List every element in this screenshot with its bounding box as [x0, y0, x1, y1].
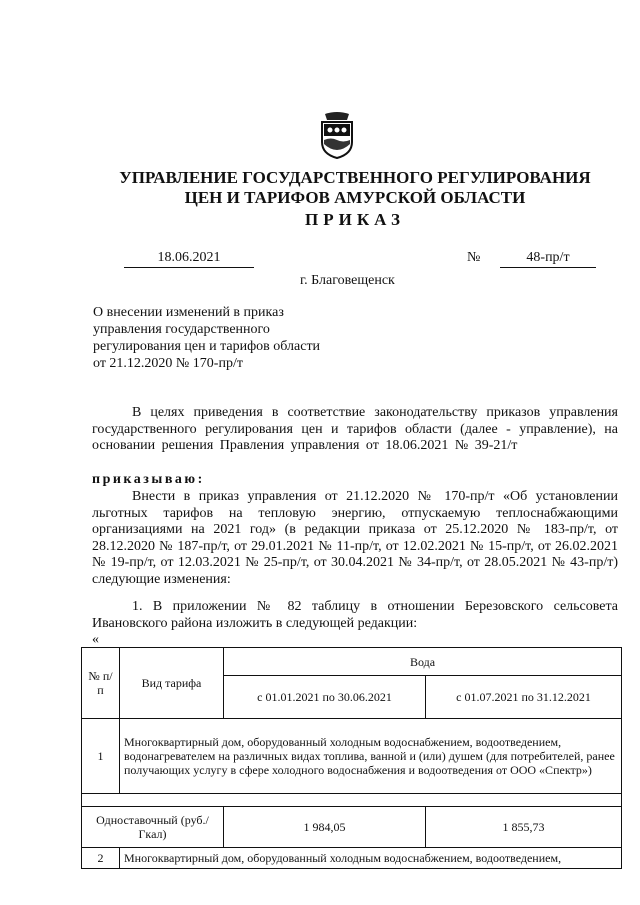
opening-quote: « [92, 632, 99, 647]
tariff-table [81, 647, 622, 869]
subject-line4: от 21.12.2020 № 170-пр/т [93, 356, 243, 371]
header-period-2: с 01.07.2021 по 31.12.2021 [426, 676, 622, 719]
header-period-1: с 01.01.2021 по 30.06.2021 [224, 676, 426, 719]
table-row [82, 719, 622, 794]
row-1-description: Многоквартирный дом, оборудованный холодным водоснабжением, водоотведением, водонагревателем на различных видах топлива, ванной и (или) душем (для потребителей, ранее получающих услугу в сфере холодного водоснабжения и водоотведения от ООО «Спектр») [120, 719, 622, 794]
order-word: приказываю: [92, 472, 205, 487]
order-date: 18.06.2021 [124, 250, 254, 268]
subject-line1: О внесении изменений в приказ [93, 305, 284, 320]
agency-name-line2: ЦЕН И ТАРИФОВ АМУРСКОЙ ОБЛАСТИ [184, 188, 526, 207]
header-num: № п/п [82, 648, 120, 719]
tariff-value-period-1: 1 984,05 [224, 807, 426, 848]
city-name: г. Благовещенск [300, 273, 395, 288]
preamble-paragraph: В целях приведения в соответствие законодательству приказов управления государственного регулирования цен и тарифов области (далее - управление), на основании решения Правления управления от 18.06.2021 № 39-21/т [92, 405, 618, 453]
row-1-num: 1 [82, 719, 120, 794]
order-subject [93, 304, 353, 372]
row-2-description: Многоквартирный дом, оборудованный холодным водоснабжением, водоотведением, [120, 848, 622, 869]
item-1-paragraph: 1. В приложении № 82 таблицу в отношении Березовского сельсовета Ивановского района изложить в следующей редакции: [92, 599, 618, 631]
number-label: № [467, 250, 481, 265]
header-water: Вода [224, 648, 622, 676]
document-type-title: ПРИКАЗ [305, 210, 405, 229]
tariff-value-period-2: 1 855,73 [426, 807, 622, 848]
subject-line2: управления государственного [93, 322, 270, 337]
amur-coat-of-arms-emblem [317, 110, 357, 160]
order-number: 48-пр/т [500, 250, 596, 268]
row-2-num: 2 [82, 848, 120, 869]
agency-name-line1: УПРАВЛЕНИЕ ГОСУДАРСТВЕННОГО РЕГУЛИРОВАНИЯ [119, 168, 591, 187]
header-tariff-type: Вид тарифа [120, 648, 224, 719]
amendment-paragraph: Внести в приказ управления от 21.12.2020 № 170-пр/т «Об установлении льготных тарифов на тепловую энергию, отпускаемую теплоснабжающими организациями на 2021 год» (в редакции приказа от 25.12.2020 № 183-пр/т, от 28.12.2020 № 187-пр/т, от 29.01.2021 № 11-пр/т, от 12.02.2021 № 15-пр/т, от 26.02.2021 № 19-пр/т, от 12.03.2021 № 25-пр/т, от 30.04.2021 № 34-пр/т, от 28.05.2021 № 43-пр/т) следующие изменения: [92, 489, 618, 587]
table-row [82, 807, 622, 848]
table-header-row [82, 648, 622, 676]
table-gap [82, 794, 622, 807]
table-row [82, 848, 622, 869]
tariff-label: Одноставочный (руб./Гкал) [82, 807, 224, 848]
subject-line3: регулирования цен и тарифов области [93, 339, 321, 354]
